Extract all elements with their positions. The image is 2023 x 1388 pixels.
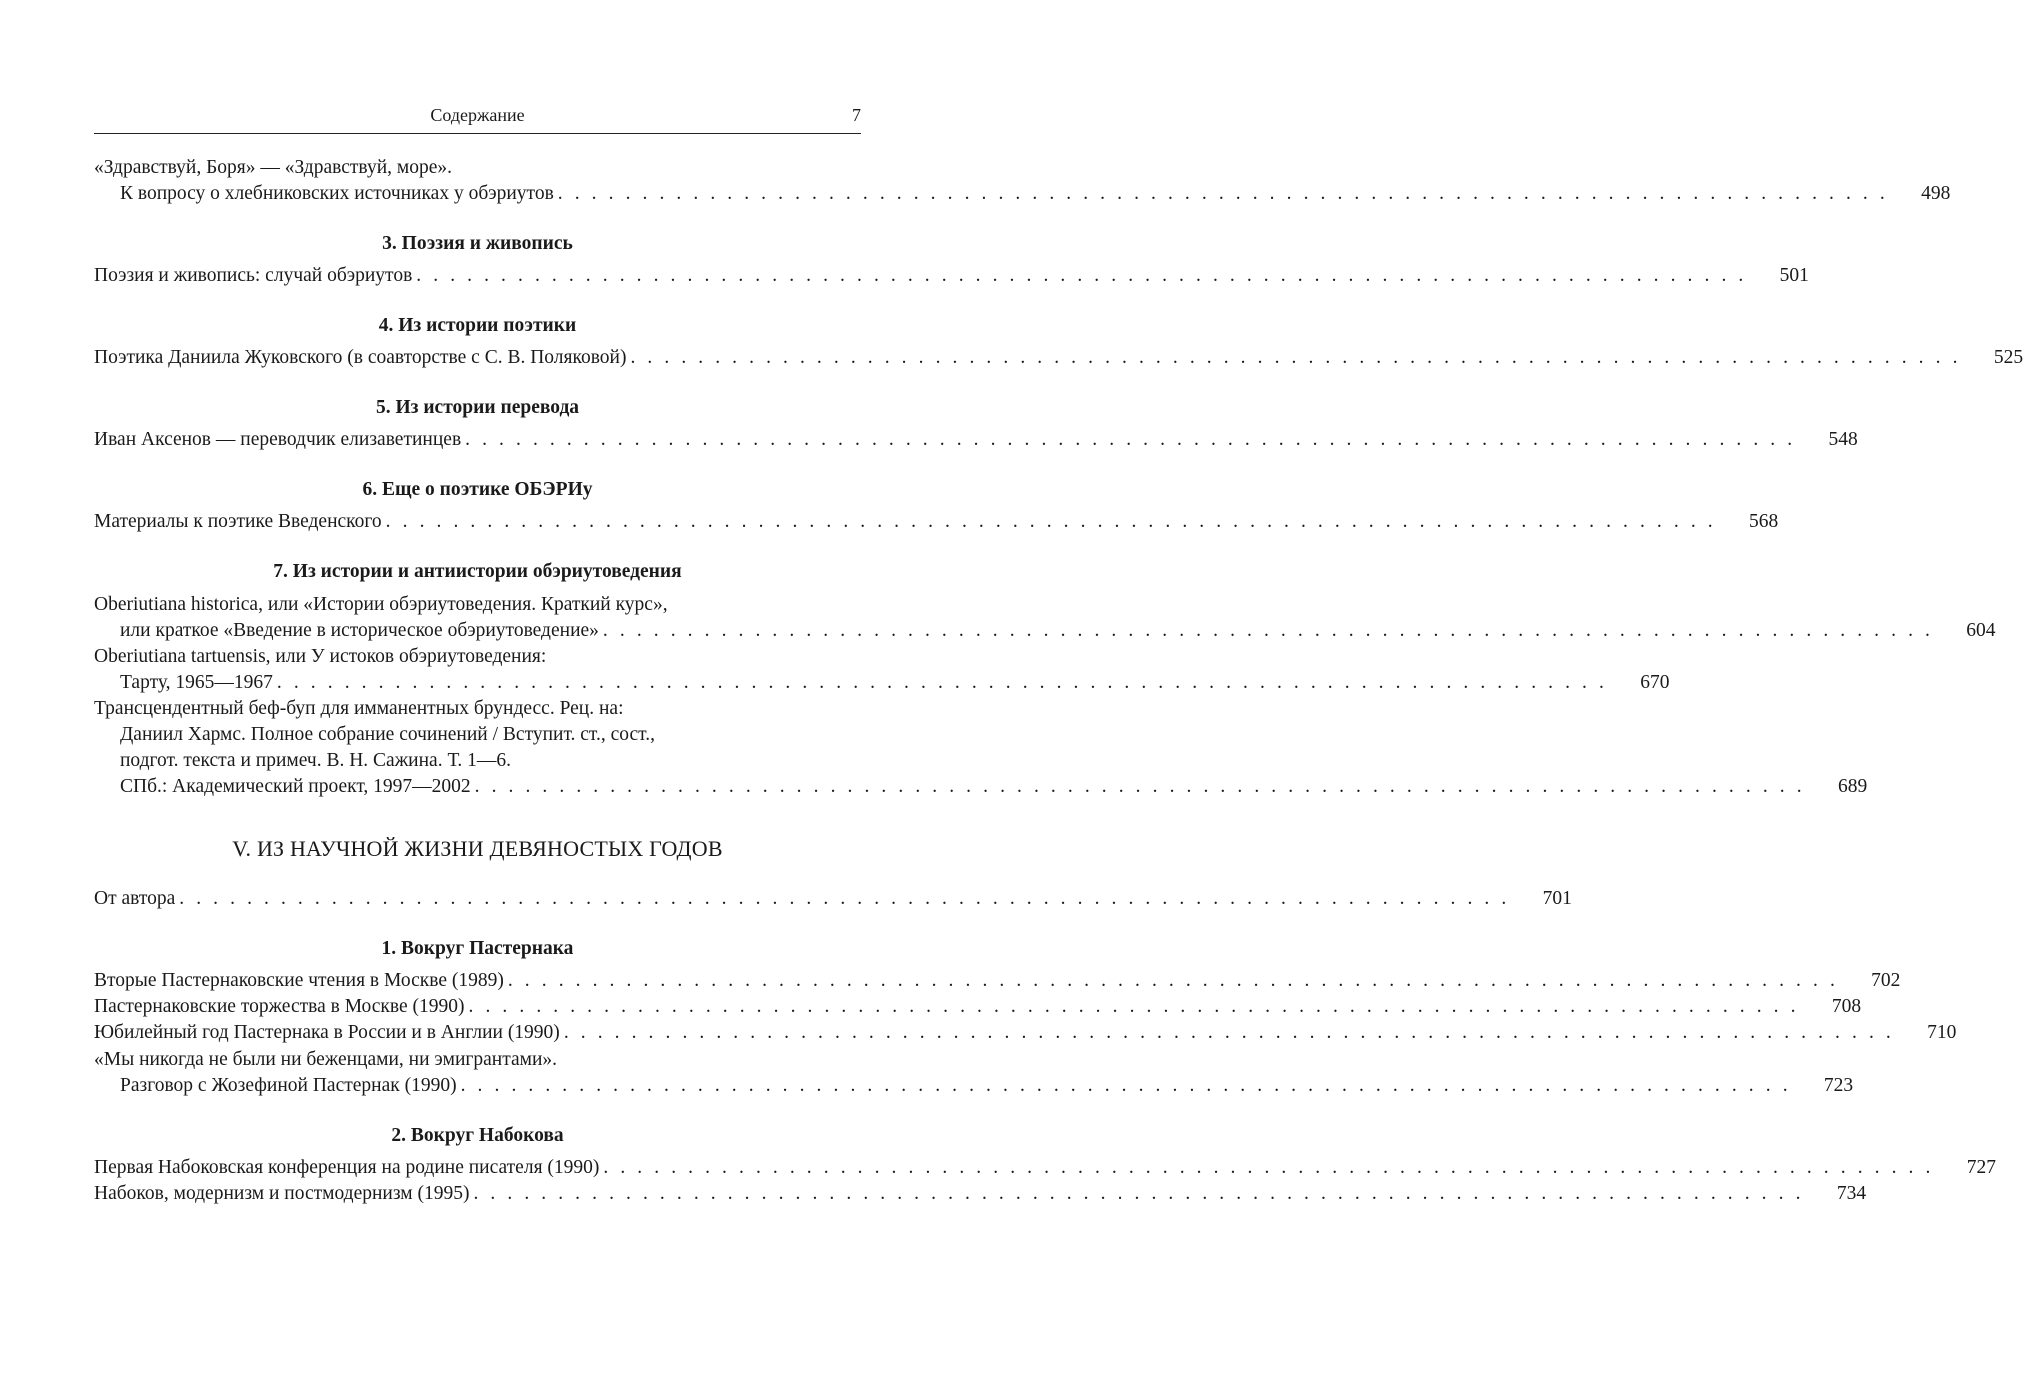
toc-entry-text: Разговор с Жозефиной Пастернак (1990) [120,1075,457,1096]
toc-entry [94,670,1670,696]
toc-entry [94,1181,1867,1207]
dot-leader: . . . . . . . . . . . . . . . . . . . . . . . . . . . . . . . . . . . . . . . . . . . . . . . . . . . . . . . . . . . . . . . . . . . . . . . . . . . . . . . [276,672,1608,693]
toc-entry [94,886,1572,912]
toc-entry [94,1073,1854,1099]
toc-entry-line [94,155,861,181]
toc-entry-text: Иван Аксенов — переводчик елизаветинцев [94,429,462,450]
toc-entry-line [94,1047,861,1073]
running-head [94,103,861,134]
toc-entry-text: Вторые Пастернаковские чтения в Москве (1989) [94,970,504,991]
toc-entry [94,968,1901,994]
toc-entry-text: Поэзия и живопись: случай обэриутов [94,265,413,286]
dot-leader: . . . . . . . . . . . . . . . . . . . . . . . . . . . . . . . . . . . . . . . . . . . . . . . . . . . . . . . . . . . . . . . . . . . . . . . . . . . . . . . [179,888,1510,909]
dot-leader: . . . . . . . . . . . . . . . . . . . . . . . . . . . . . . . . . . . . . . . . . . . . . . . . . . . . . . . . . . . . . . . . . . . . . . . . . . . . . . . [473,1183,1805,1204]
toc-entry [94,181,1951,207]
toc-entry-text: Первая Набоковская конференция на родине писателя (1990) [94,1157,600,1178]
toc-entry [94,427,1858,453]
section-title: 7. Из истории и антиистории обэриутоведения [273,561,682,582]
section-title: 4. Из истории поэтики [378,315,577,336]
dot-leader: . . . . . . . . . . . . . . . . . . . . . . . . . . . . . . . . . . . . . . . . . . . . . . . . . . . . . . . . . . . . . . . . . . . . . . . . . . . . . . . [603,1157,1934,1178]
toc-entry-text: Oberiutiana historica, или «Истории обэриутоведения. Краткий курс», [94,594,668,615]
toc-entry [94,1020,1957,1046]
toc-page-number: 568 [1749,511,1779,532]
toc-page-number: 727 [1966,1157,1996,1178]
toc-entry-text: К вопросу о хлебниковских источниках у обэриутов [120,183,554,204]
section-title: 6. Еще о поэтике ОБЭРИу [362,479,593,500]
toc-entry-text: подгот. текста и примеч. В. Н. Сажина. Т. 1—6. [120,750,512,771]
toc-entry [94,345,2023,371]
toc-entry-line [94,592,861,618]
toc-entry-text: Пастернаковские торжества в Москве (1990) [94,996,465,1017]
toc-entry-line [94,644,861,670]
toc-page-number: 548 [1828,429,1858,450]
toc-entry-line [94,696,861,722]
dot-leader: . . . . . . . . . . . . . . . . . . . . . . . . . . . . . . . . . . . . . . . . . . . . . . . . . . . . . . . . . . . . . . . . . . . . . . . . . . . . . . . [602,620,1934,641]
toc-entry [94,618,1996,644]
toc-entry-text: Поэтика Даниила Жуковского (в соавторстве с С. В. Поляковой) [94,347,627,368]
toc-page-number: 501 [1779,265,1809,286]
toc-entry-text: Набоков, модернизм и постмодернизм (1995) [94,1183,470,1204]
dot-leader: . . . . . . . . . . . . . . . . . . . . . . . . . . . . . . . . . . . . . . . . . . . . . . . . . . . . . . . . . . . . . . . . . . . . . . . . . . . . . . . [563,1022,1895,1043]
part-title: V. ИЗ НАУЧНОЙ ЖИЗНИ ДЕВЯНОСТЫХ ГОДОВ [232,836,723,861]
section-title: 2. Вокруг Набокова [391,1125,564,1146]
dot-leader: . . . . . . . . . . . . . . . . . . . . . . . . . . . . . . . . . . . . . . . . . . . . . . . . . . . . . . . . . . . . . . . . . . . . . . . . . . . . . . . [468,996,1800,1017]
toc-page-number: 723 [1823,1075,1854,1096]
toc-entry [94,994,1862,1020]
toc-page-number: 734 [1836,1183,1867,1204]
toc-page-number: 498 [1921,183,1951,204]
toc-entry-text: или краткое «Введение в историческое обэриутоведение» [120,620,599,641]
toc-entry-text: «Мы никогда не были ни беженцами, ни эмигрантами». [94,1049,558,1070]
toc-entry [94,1155,1996,1181]
dot-leader: . . . . . . . . . . . . . . . . . . . . . . . . . . . . . . . . . . . . . . . . . . . . . . . . . . . . . . . . . . . . . . . . . . . . . . . . . . . . . . . [557,183,1889,204]
toc-page-number: 670 [1640,672,1670,693]
dot-leader: . . . . . . . . . . . . . . . . . . . . . . . . . . . . . . . . . . . . . . . . . . . . . . . . . . . . . . . . . . . . . . . . . . . . . . . . . . . . . . . [385,511,1717,532]
toc-entry-text: «Здравствуй, Боря» — «Здравствуй, море». [94,157,452,178]
dot-leader: . . . . . . . . . . . . . . . . . . . . . . . . . . . . . . . . . . . . . . . . . . . . . . . . . . . . . . . . . . . . . . . . . . . . . . . . . . . . . . . [416,265,1747,286]
section-title: 1. Вокруг Пастернака [381,938,574,959]
toc-page-number: 708 [1831,996,1862,1017]
dot-leader: . . . . . . . . . . . . . . . . . . . . . . . . . . . . . . . . . . . . . . . . . . . . . . . . . . . . . . . . . . . . . . . . . . . . . . . . . . . . . . . [474,776,1806,797]
section-title: 5. Из истории перевода [375,397,580,418]
dot-leader: . . . . . . . . . . . . . . . . . . . . . . . . . . . . . . . . . . . . . . . . . . . . . . . . . . . . . . . . . . . . . . . . . . . . . . . . . . . . . . . [460,1075,1792,1096]
dot-leader: . . . . . . . . . . . . . . . . . . . . . . . . . . . . . . . . . . . . . . . . . . . . . . . . . . . . . . . . . . . . . . . . . . . . . . . . . . . . . . . [465,429,1796,450]
toc-entry [94,774,1868,800]
toc-entry-text: СПб.: Академический проект, 1997—2002 [120,776,471,797]
toc-entry-text: Материалы к поэтике Введенского [94,511,382,532]
toc-entry-line [94,748,861,774]
dot-leader: . . . . . . . . . . . . . . . . . . . . . . . . . . . . . . . . . . . . . . . . . . . . . . . . . . . . . . . . . . . . . . . . . . . . . . . . . . . . . . . [507,970,1839,991]
toc-entry-text: От автора [94,888,176,909]
toc-page-number: 702 [1871,970,1901,991]
toc-entry-text: Трансцендентный беф-буп для имманентных брундесс. Рец. на: [94,698,624,719]
toc-page-number: 701 [1542,888,1572,909]
toc-page-number: 604 [1966,620,1996,641]
running-head-title: Содержание [430,105,525,125]
toc-entry-text: Oberiutiana tartuensis, или У истоков обэриутоведения: [94,646,547,667]
toc-page-number: 525 [1993,347,2023,368]
toc-entry-text: Юбилейный год Пастернака в России и в Англии (1990) [94,1022,560,1043]
toc-entry-text: Тарту, 1965—1967 [120,672,273,693]
toc-entry-line [94,722,861,748]
page-number: 7 [852,105,861,125]
dot-leader: . . . . . . . . . . . . . . . . . . . . . . . . . . . . . . . . . . . . . . . . . . . . . . . . . . . . . . . . . . . . . . . . . . . . . . . . . . . . . . . [630,347,1962,368]
toc-page-number: 710 [1927,1022,1957,1043]
toc-page-number: 689 [1837,776,1868,797]
toc-entry [94,263,1809,289]
section-title: 3. Поэзия и живопись [382,233,573,254]
toc-entry-text: Даниил Хармс. Полное собрание сочинений / Вступит. ст., сост., [120,724,655,745]
toc-entry [94,509,1779,535]
